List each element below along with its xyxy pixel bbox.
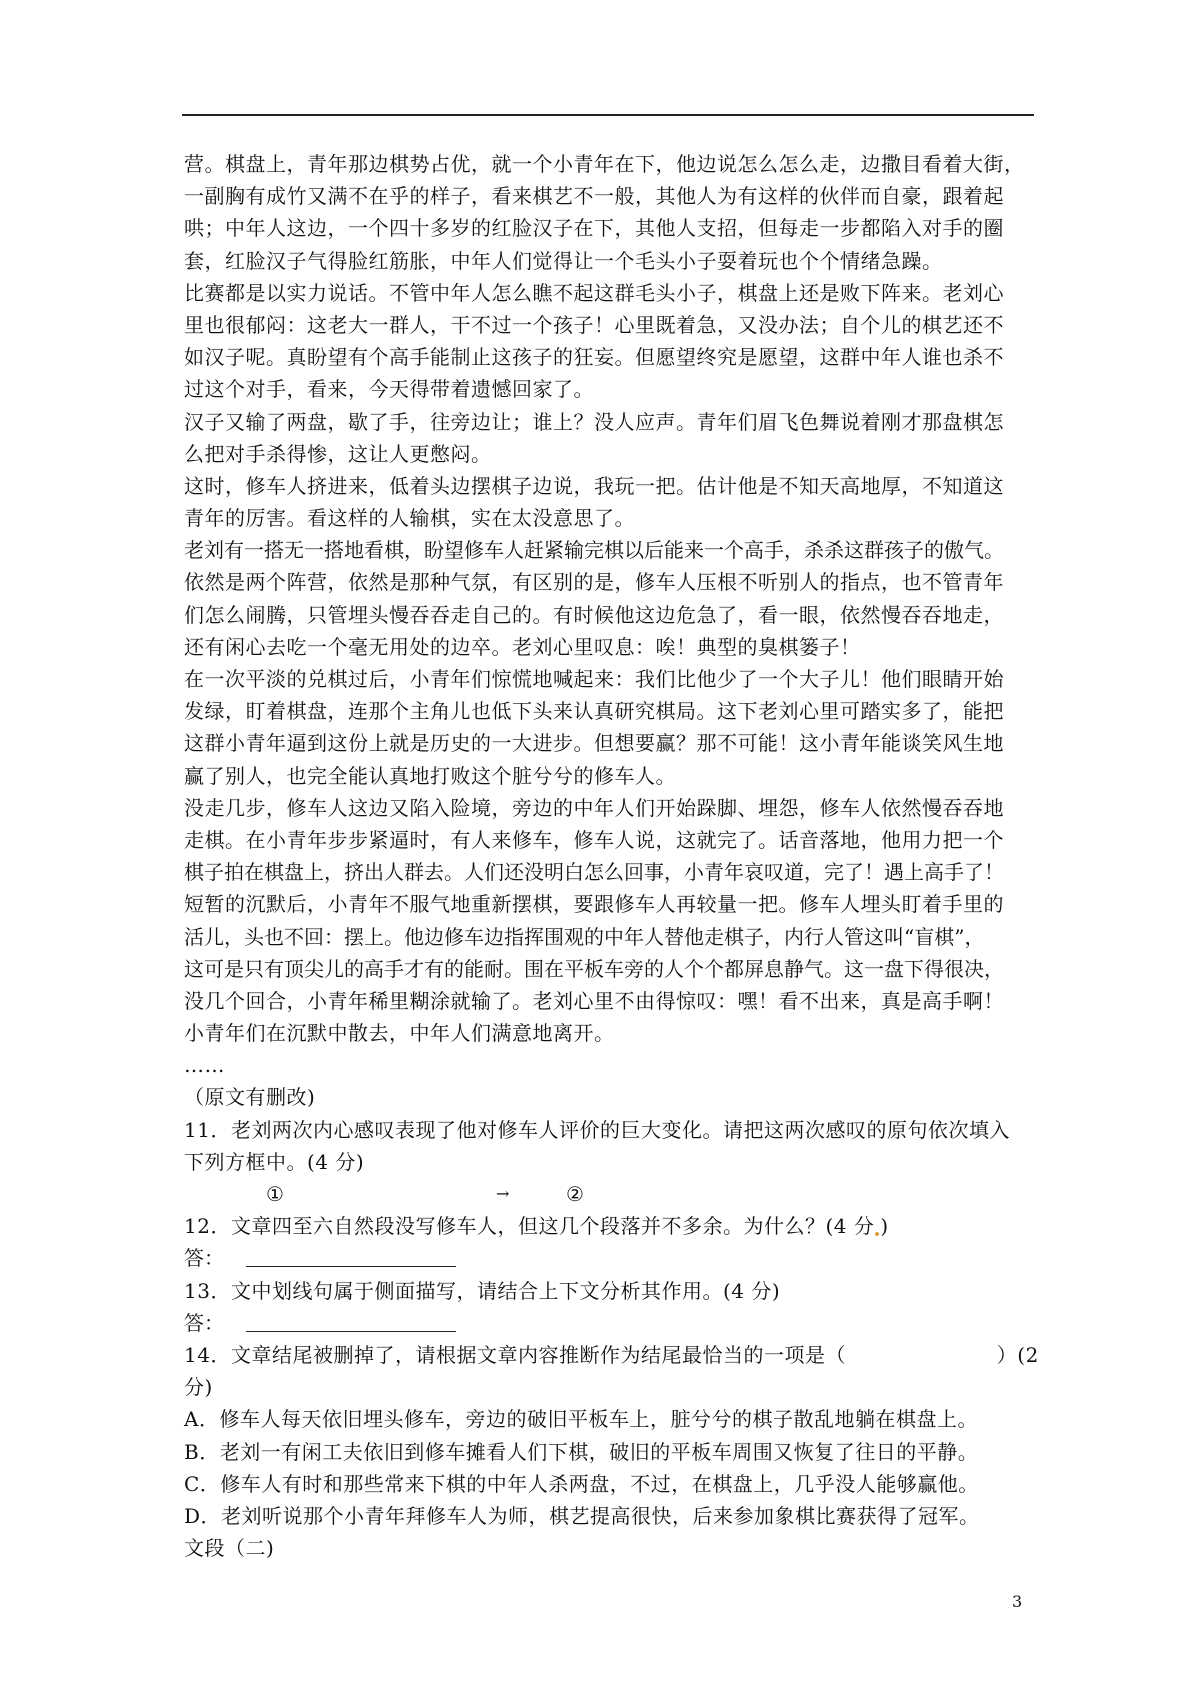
- answer-blank[interactable]: [246, 1266, 456, 1267]
- option-d: D．老刘听说那个小青年拜修车人为师，棋艺提高很快，后来参加象棋比赛获得了冠军。: [184, 1503, 980, 1528]
- paragraph-line: 走棋。在小青年步步紧逼时，有人来修车，修车人说，这就完了。话音落地，他用力把一个: [184, 827, 1004, 852]
- question-11-text-cont: 下列方框中。(4 分): [184, 1149, 365, 1174]
- paragraph-line: 们怎么闹腾，只管埋头慢吞吞走自己的。有时候他这边危急了，看一眼，依然慢吞吞地走，: [184, 602, 1004, 627]
- paragraph-line: 依然是两个阵营，依然是那种气氛，有区别的是，修车人压根不听别人的指点，也不管青年: [184, 570, 1004, 595]
- question-13-text: 13．文中划线句属于侧面描写，请结合上下文分析其作用。(4 分): [184, 1278, 781, 1303]
- answer-label: 答：: [184, 1310, 224, 1335]
- answer-line-12: [184, 1242, 1034, 1274]
- question-12-body: 12．文章四至六自然段没写修车人，但这几个段落并不多余。为什么？(4 分: [184, 1214, 875, 1239]
- paragraph-line: 赢了别人，也完全能认真地打败这个脏兮兮的修车人。: [184, 763, 676, 788]
- question-14-text-cont: 分): [184, 1375, 213, 1400]
- paragraph-line: 没几个回合，小青年稀里糊涂就输了。老刘心里不由得惊叹：嘿！看不出来，真是高手啊！: [184, 988, 1004, 1013]
- paragraph-line: 青年的厉害。看这样的人输棋，实在太没意思了。: [184, 506, 635, 531]
- ellipsis-line: ……: [184, 1053, 225, 1078]
- answer-box-1-label: ①: [266, 1182, 284, 1206]
- paragraph-line: 棋子拍在棋盘上，挤出人群去。人们还没明白怎么回事，小青年哀叹道，完了！遇上高手了！: [184, 860, 1004, 885]
- document-body: [184, 148, 1039, 1564]
- paragraph-line: 营。棋盘上，青年那边棋势占优，就一个小青年在下，他边说怎么怎么走，边撒目看着大街，: [184, 152, 1025, 176]
- question-14-text: 14．文章结尾被删掉了，请根据文章内容推断作为结尾最恰当的一项是（ ）(2: [184, 1342, 1039, 1367]
- paragraph-line: 这群小青年逼到这份上就是历史的一大进步。但想要赢？那不可能！这小青年能谈笑风生地: [184, 731, 1004, 756]
- section-label: 文段（二): [184, 1536, 275, 1561]
- paragraph-line: 在一次平淡的兑棋过后，小青年们惊慌地喊起来：我们比他少了一个大子儿！他们眼睛开始: [184, 667, 1004, 691]
- paragraph-line: 发绿，盯着棋盘，连那个主角儿也低下头来认真研究棋局。这下老刘心里可踏实多了，能把: [184, 699, 1004, 724]
- paragraph-line: 活儿，头也不回：摆上。他边修车边指挥围观的中年人替他走棋子，内行人管这叫“盲棋”，: [184, 924, 985, 949]
- page-number: 3: [1012, 1592, 1023, 1611]
- answer-label: 答：: [184, 1246, 224, 1271]
- question-11-answer-boxes: [184, 1178, 1034, 1210]
- paragraph-line: 短暂的沉默后，小青年不服气地重新摆棋，要跟修车人再较量一把。修车人埋头盯着手里的: [184, 892, 1004, 917]
- answer-line-13: [184, 1307, 1034, 1339]
- stray-mark-dot: [875, 1232, 879, 1236]
- paragraph-line: 老刘有一搭无一搭地看棋，盼望修车人赶紧输完棋以后能来一个高手，杀杀这群孩子的傲气。: [184, 538, 1004, 563]
- question-12-text: [184, 1210, 1034, 1242]
- paragraph-line: 一副胸有成竹又满不在乎的样子，看来棋艺不一般，其他人为有这样的伙伴而自豪，跟着起: [184, 184, 1004, 209]
- arrow-right-icon: →: [496, 1184, 510, 1203]
- question-11-text: 11．老刘两次内心感叹表现了他对修车人评价的巨大变化。请把这两次感叹的原句依次填入: [184, 1117, 1010, 1142]
- paragraph-line: 么把对手杀得惨，这让人更憋闷。: [184, 441, 492, 466]
- source-note: （原文有删改): [184, 1085, 316, 1110]
- paragraph-line: 里也很郁闷：这老大一群人，干不过一个孩子！心里既着急，又没办法；自个儿的棋艺还不: [184, 312, 1004, 337]
- paragraph-line: 汉子又输了两盘，歇了手，往旁边让；谁上？没人应声。青年们眉飞色舞说着刚才那盘棋怎: [184, 409, 1004, 434]
- paragraph-line: 还有闲心去吃一个毫无用处的边卒。老刘心里叹息：唉！典型的臭棋篓子！: [184, 634, 861, 659]
- paragraph-line: 比赛都是以实力说话。不管中年人怎么瞧不起这群毛头小子，棋盘上还是败下阵来。老刘心: [184, 280, 1004, 305]
- paragraph-line: 这可是只有顶尖儿的高手才有的能耐。围在平板车旁的人个个都屏息静气。这一盘下得很决，: [184, 956, 1004, 981]
- paragraph-line: 小青年们在沉默中散去，中年人们满意地离开。: [184, 1021, 615, 1046]
- answer-box-2-label: ②: [566, 1182, 584, 1206]
- paragraph-line: 过这个对手，看来，今天得带着遗憾回家了。: [184, 377, 594, 402]
- paragraph-line: 这时，修车人挤进来，低着头边摆棋子边说，我玩一把。估计他是不知天高地厚，不知道这: [184, 473, 1004, 498]
- answer-blank[interactable]: [246, 1331, 456, 1332]
- header-rule: [182, 114, 1034, 116]
- option-b: B．老刘一有闲工夫依旧到修车摊看人们下棋，破旧的平板车周围又恢复了往日的平静。: [184, 1439, 979, 1464]
- question-12-close: ): [880, 1214, 889, 1239]
- paragraph-line: 没走几步，修车人这边又陷入险境，旁边的中年人们开始跺脚、埋怨，修车人依然慢吞吞地: [184, 795, 1004, 820]
- option-a: A．修车人每天依旧埋头修车，旁边的破旧平板车上，脏兮兮的棋子散乱地躺在棋盘上。: [184, 1407, 978, 1432]
- paragraph-line: 如汉子呢。真盼望有个高手能制止这孩子的狂妄。但愿望终究是愿望，这群中年人谁也杀不: [184, 345, 1004, 370]
- option-c: C．修车人有时和那些常来下棋的中年人杀两盘，不过，在棋盘上，几乎没人能够赢他。: [184, 1471, 979, 1496]
- paragraph-line: 套，红脸汉子气得脸红筋胀，中年人们觉得让一个毛头小子耍着玩也个个情绪急躁。: [184, 248, 943, 273]
- paragraph-line: 哄；中年人这边，一个四十多岁的红脸汉子在下，其他人支招，但每走一步都陷入对手的圈: [184, 216, 1004, 241]
